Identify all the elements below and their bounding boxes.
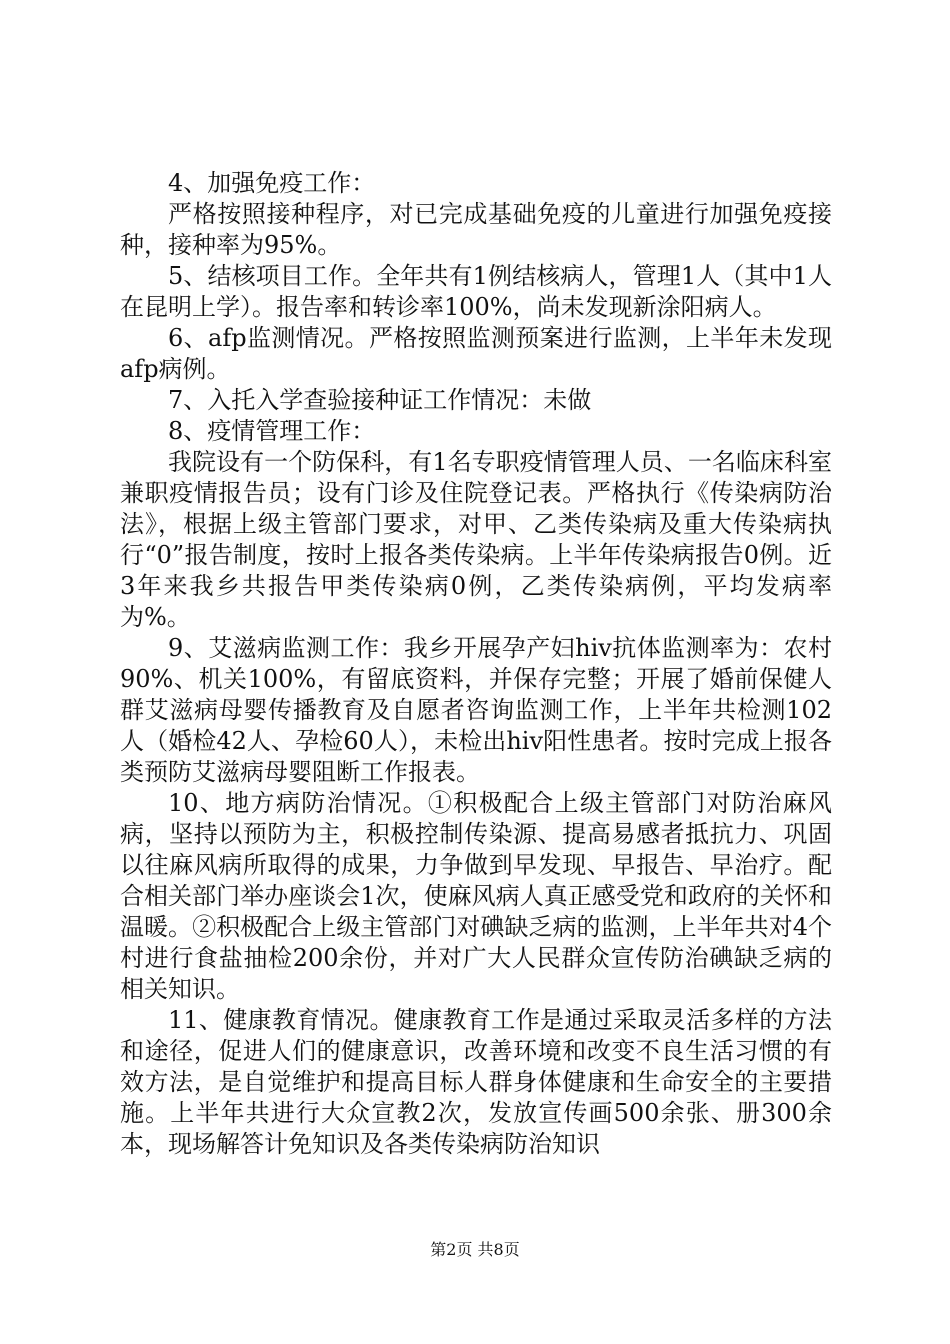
- paragraph-endemic-disease: 10、地方病防治情况。①积极配合上级主管部门对防治麻风病，坚持以预防为主，积极控制传染源、提高易感者抵抗力、巩固以往麻风病所取得的成果，力争做到早发现、早报告、早治疗。配合相关部门举办座谈会1次，使麻风病人真正感受党和政府的关怀和温暖。②积极配合上级主管部门对碘缺乏病的监测，上半年共对4个村进行食盐抽检200余份，并对广大人民群众宣传防治碘缺乏病的相关知识。: [120, 789, 832, 1003]
- paragraph-heading-epidemic: 8、疫情管理工作：: [168, 417, 376, 445]
- paragraph-tuberculosis: 5、结核项目工作。全年共有1例结核病人，管理1人（其中1人在昆明上学）。报告率和转诊率100%，尚未发现新涂阳病人。: [120, 262, 832, 321]
- paragraph-heading-immunization: 4、加强免疫工作：: [168, 169, 376, 197]
- paragraph-immunization: 严格按照接种程序，对已完成基础免疫的儿童进行加强免疫接种，接种率为95%。: [120, 200, 832, 259]
- document-body: [120, 168, 832, 1160]
- paragraph-epidemic: 我院设有一个防保科，有1名专职疫情管理人员、一名临床科室兼职疫情报告员；设有门诊及住院登记表。严格执行《传染病防治法》，根据上级主管部门要求，对甲、乙类传染病及重大传染病执行“0”报告制度，按时上报各类传染病。上半年传染病报告0例。近3年来我乡共报告甲类传染病0例，乙类传染病例，平均发病率为%。: [120, 448, 832, 631]
- paragraph-afp: 6、afp监测情况。严格按照监测预案进行监测，上半年未发现afp病例。: [120, 324, 832, 383]
- paragraph-vaccination-check: 7、入托入学查验接种证工作情况：未做: [168, 386, 592, 414]
- page-number-footer: 第2页 共8页: [430, 1240, 520, 1259]
- paragraph-health-education: 11、健康教育情况。健康教育工作是通过采取灵活多样的方法和途径，促进人们的健康意识，改善环境和改变不良生活习惯的有效方法，是自觉维护和提高目标人群身体健康和生命安全的主要措施。上半年共进行大众宣教2次，发放宣传画500余张、册300余本，现场解答计免知识及各类传染病防治知识: [120, 1006, 832, 1158]
- paragraph-aids: 9、艾滋病监测工作：我乡开展孕产妇hiv抗体监测率为：农村90%、机关100%，有留底资料，并保存完整；开展了婚前保健人群艾滋病母婴传播教育及自愿者咨询监测工作，上半年共检测102人（婚检42人、孕检60人），未检出hiv阳性患者。按时完成上报各类预防艾滋病母婴阻断工作报表。: [120, 634, 832, 786]
